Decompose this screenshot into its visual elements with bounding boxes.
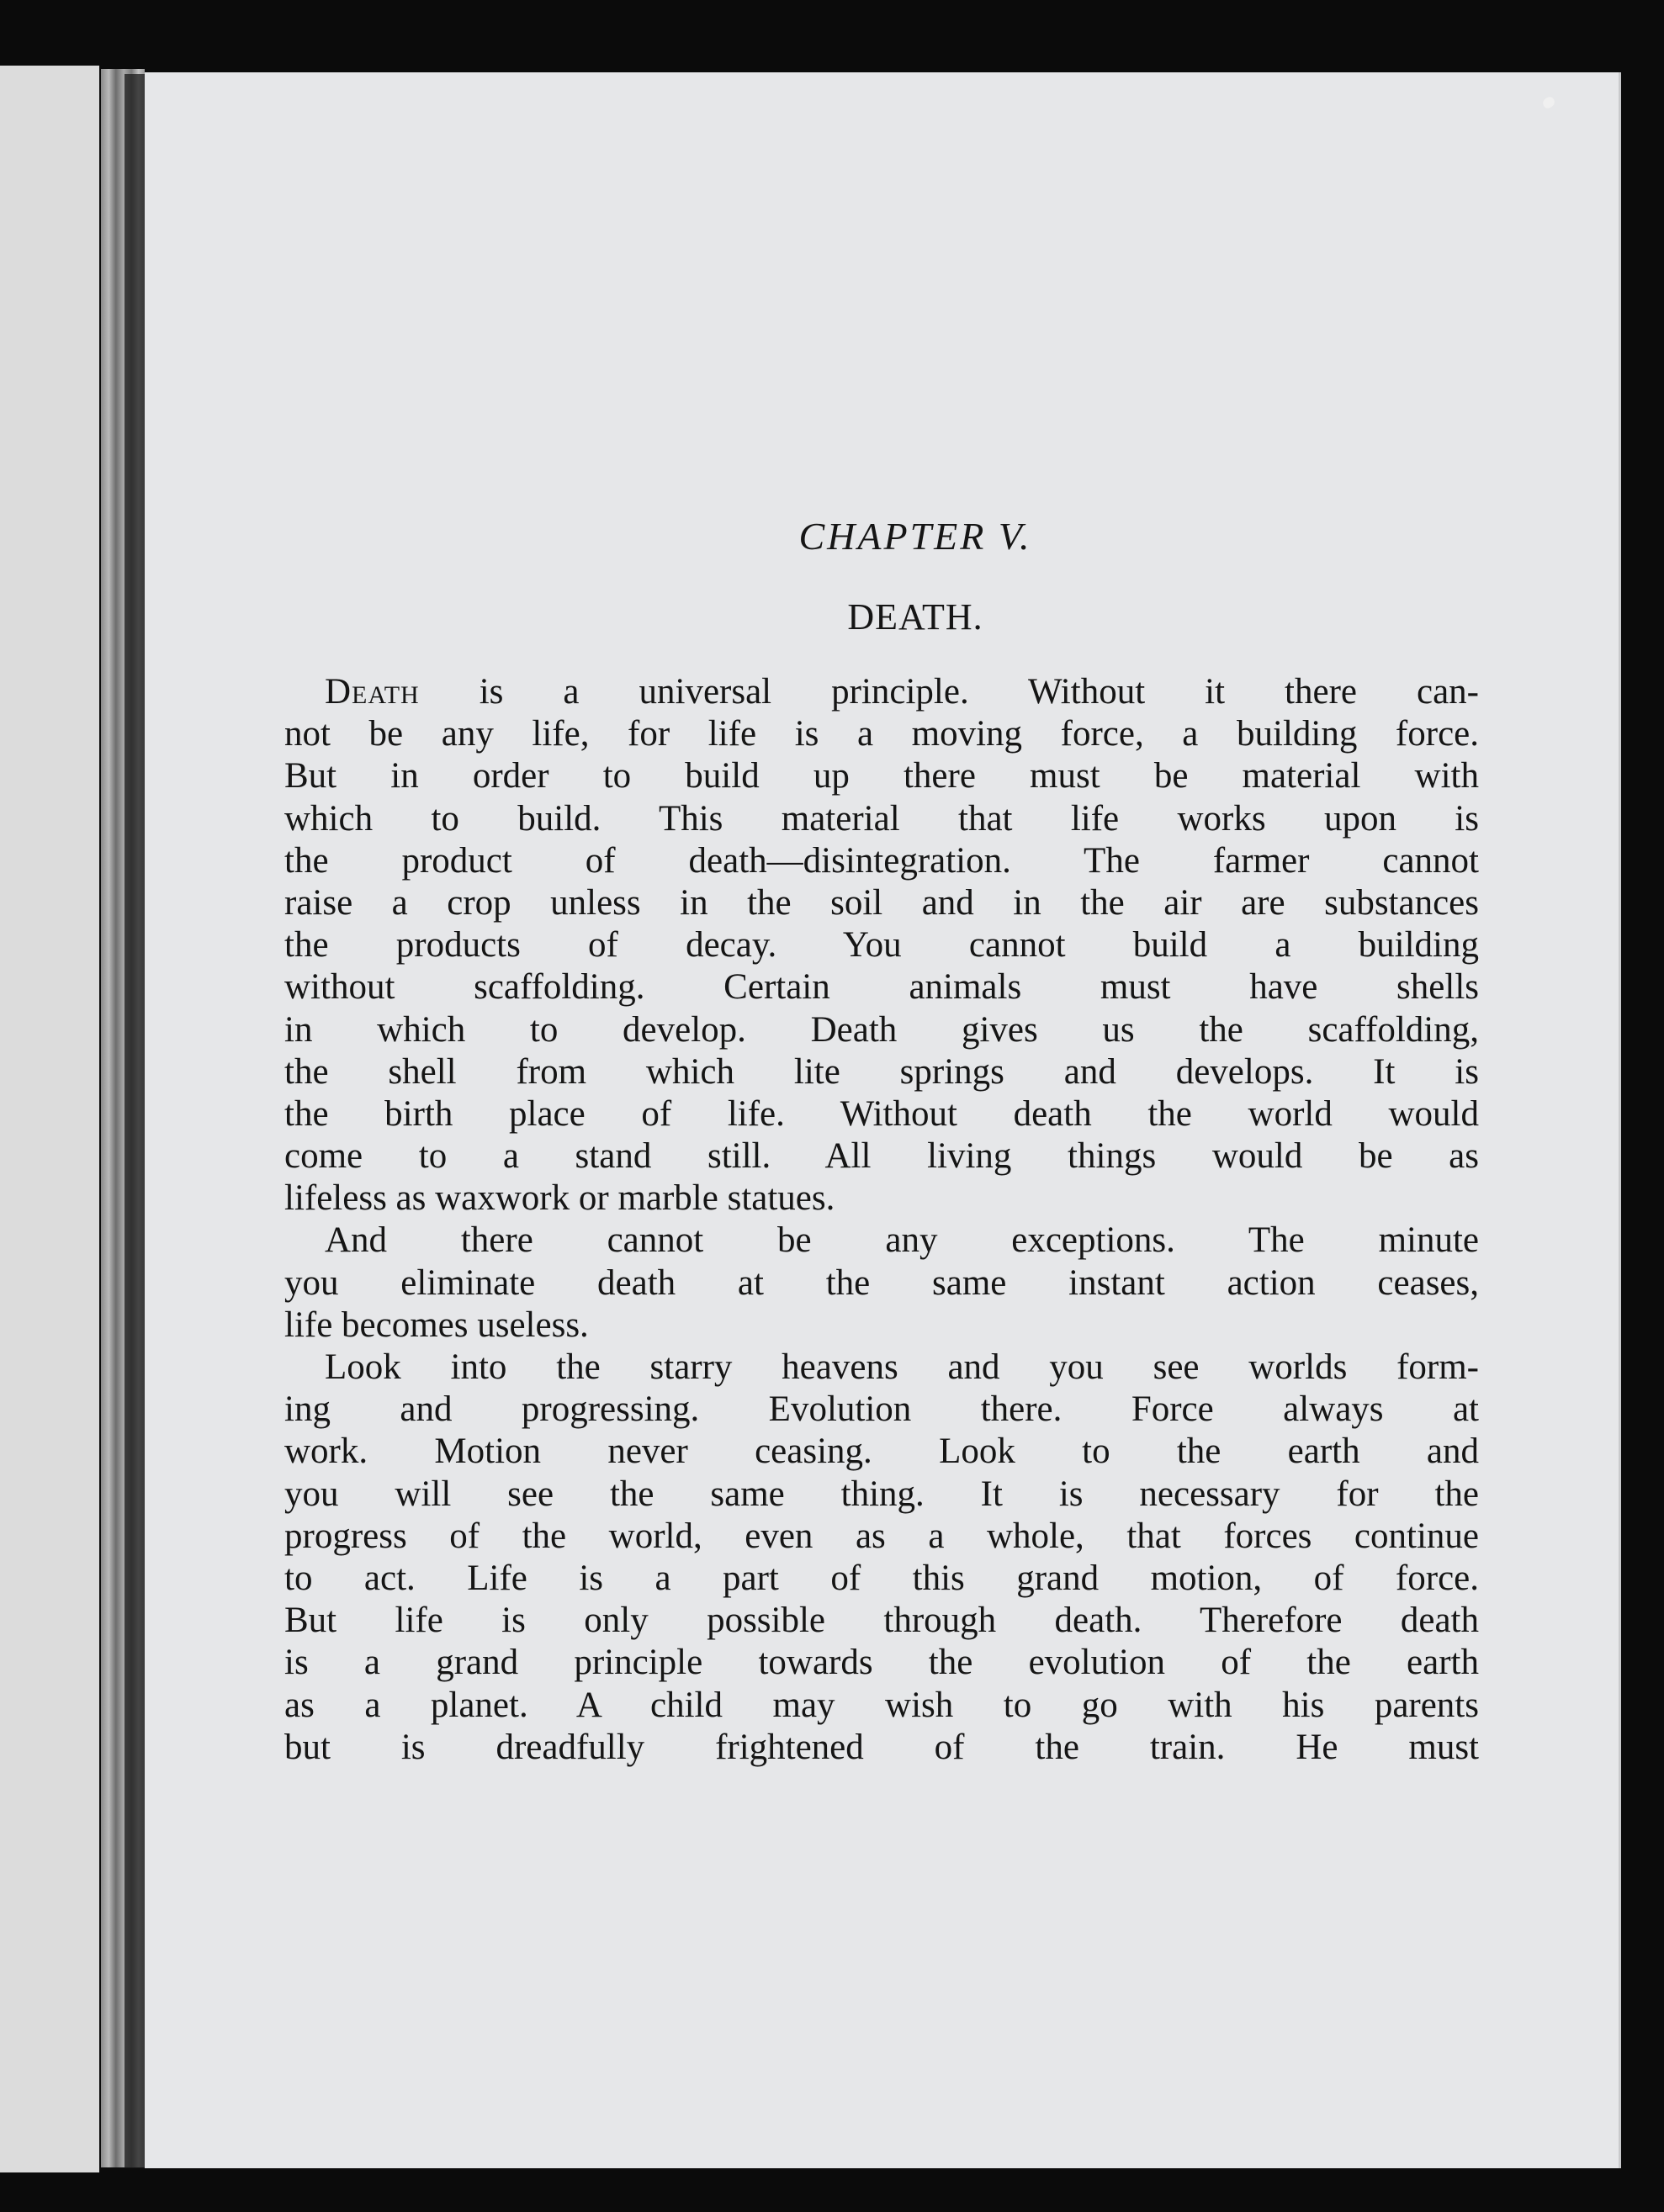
text-line: Death is a universal principle. Without it there can- [325,672,1479,712]
text-line: raise a crop unless in the soil and in the air are substances [284,882,1479,923]
paragraph-2 [284,1220,1479,1347]
text-line: ing and progressing. Evolution there. Force always at [284,1389,1479,1430]
text-line: the product of death—disintegration. The farmer cannot [284,840,1479,881]
paragraph-3 [284,1347,1479,1769]
text-line: not be any life, for life is a moving force, a building force. [284,714,1479,754]
facing-page-edge [0,66,99,2172]
text-line: progress of the world, even as a whole, that forces continue [284,1516,1479,1556]
scan-speck [1541,95,1556,109]
text-line: which to build. This material that life works upon is [284,798,1479,839]
text-line: to act. Life is a part of this grand motion, of force. [284,1558,1479,1598]
text-line: the products of decay. You cannot build a building [284,925,1479,966]
text-line: is a grand principle towards the evolution of the earth [284,1643,1479,1683]
text-line: but is dreadfully frightened of the train. He must [284,1727,1479,1767]
book-page [145,72,1621,2168]
text-line: you will see the same thing. It is necessary for the [284,1474,1479,1514]
text-line: lifeless as waxwork or marble statues. [284,1178,835,1219]
text-line: work. Motion never ceasing. Look to the earth and [284,1431,1479,1472]
text-line: the shell from which lite springs and develops. It is [284,1051,1479,1092]
page-gutter-shadow [125,74,145,2168]
chapter-title: DEATH. [847,596,983,638]
text-line: as a planet. A child may wish to go with his parents [284,1685,1479,1725]
text-line: come to a stand still. All living things would be as [284,1136,1479,1177]
text-line: Look into the starry heavens and you see worlds form- [325,1347,1479,1387]
lead-word: Death [325,672,420,712]
text-line: the birth place of life. Without death the world would [284,1093,1479,1134]
paragraph-1 [284,671,1479,1220]
text-line: you eliminate death at the same instant action ceases, [284,1262,1479,1303]
chapter-heading: CHAPTER V. [798,515,1032,558]
text-line: in which to develop. Death gives us the scaffolding, [284,1009,1479,1050]
text-line: without scaffolding. Certain animals must have shells [284,967,1479,1008]
body-text [284,671,1479,1769]
text-line: life becomes useless. [284,1304,589,1345]
text-line: And there cannot be any exceptions. The minute [325,1220,1479,1261]
text-line: But in order to build up there must be material with [284,756,1479,796]
text-line: But life is only possible through death. Therefore death [284,1601,1479,1641]
